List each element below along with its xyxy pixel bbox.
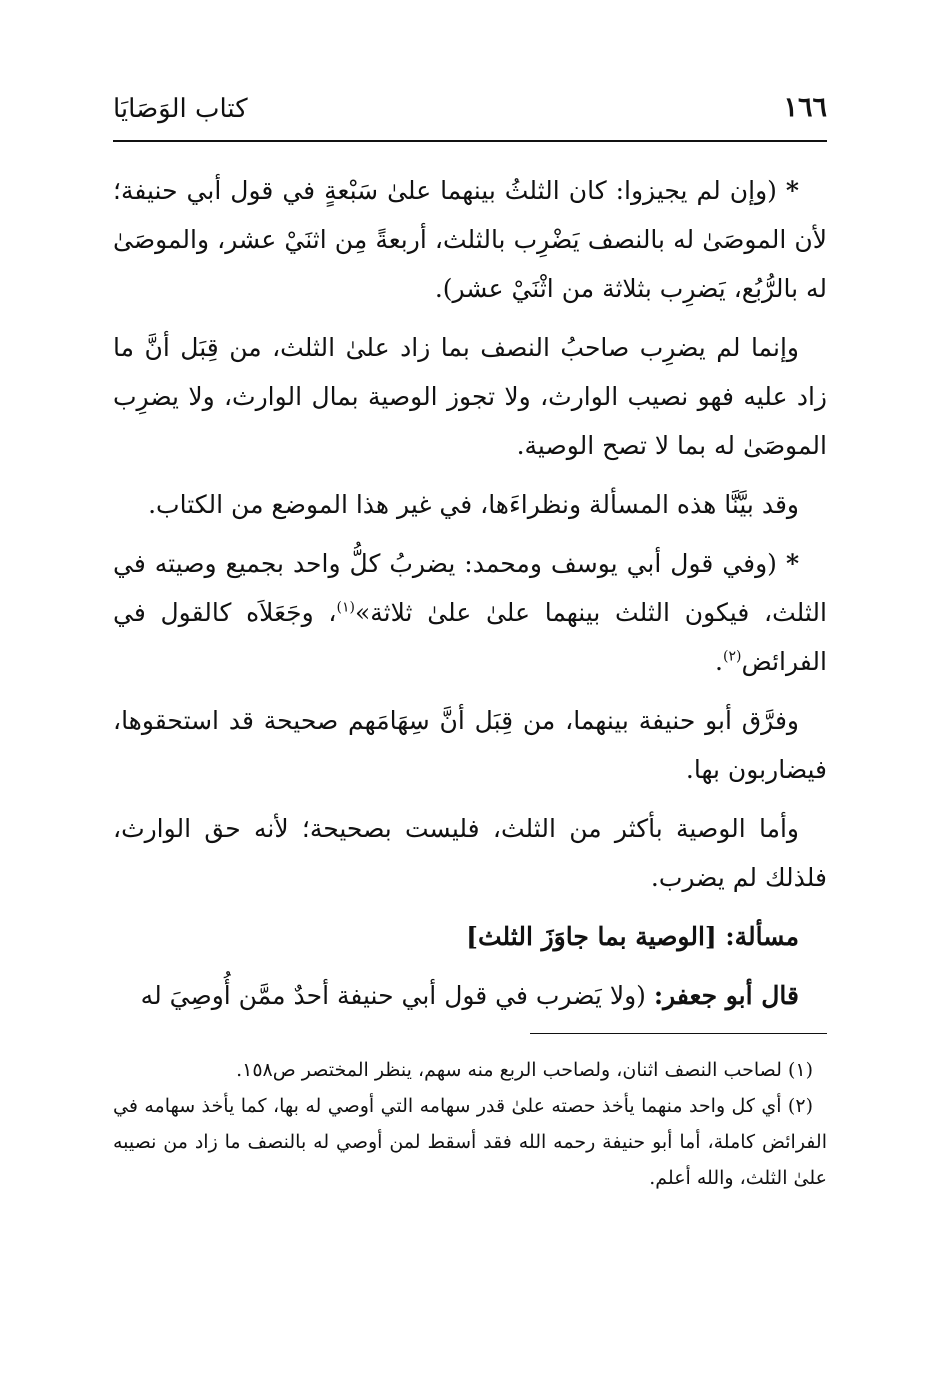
footnote-1: (١) لصاحب النصف اثنان، ولصاحب الربع منه سهم، ينظر المختصر ص١٥٨. xyxy=(236,1059,813,1081)
main-text xyxy=(113,166,827,1020)
footnote-2: (٢) أي كل واحد منهما يأخذ حصته علىٰ قدر سهامه التي أوصي له بها، كما يأخذ سهامه في الفرائض كاملة، أما أبو حنيفة رحمه الله فقد أسقط لمن أوصي له بالنصف ما زاد من نصيبه علىٰ الثلث، والله أعلم. xyxy=(113,1095,827,1189)
paragraph-1 xyxy=(113,166,827,313)
page-number: ١٦٦ xyxy=(783,92,827,123)
paragraph-8-text: (ولا يَضرب في قول أبي حنيفة أحدٌ ممَّن أُوصِيَ له xyxy=(140,981,654,1010)
paragraph-4 xyxy=(113,539,827,686)
asterisk-marker: * xyxy=(785,176,799,205)
paragraph-2: وإنما لم يضرِب صاحبُ النصف بما زاد علىٰ الثلث، من قِبَل أنَّ ما زاد عليه فهو نصيب الوارث، ولا تجوز الوصية بمال الوارث، ولا يضرِب الموصَىٰ له بما لا تصح الوصية. xyxy=(113,333,827,460)
paragraph-5: وفرَّق أبو حنيفة بينهما، من قِبَل أنَّ سِهَامَهم صحيحة قد استحقوها، فيضاربون بها. xyxy=(113,706,827,784)
paragraph-4-text-c: . xyxy=(715,647,723,676)
header-rule xyxy=(113,140,827,142)
footnote-ref-1: (١) xyxy=(336,599,355,616)
paragraph-4-text-a: (وفي قول أبي يوسف ومحمد: يضربُ كلُّ واحد بجميع وصيته في الثلث، فيكون الثلث بينهما علىٰ علىٰ ثلاثة» xyxy=(113,549,827,627)
paragraph-8 xyxy=(113,971,827,1020)
footnotes xyxy=(113,1052,827,1196)
paragraph-4-text-b: ، وجَعَلاَه كالقول في الفرائض xyxy=(113,598,827,676)
paragraph-6: وأما الوصية بأكثر من الثلث، فليست بصحيحة؛ لأنه حق الوارث، فلذلك لم يضرب. xyxy=(113,814,827,892)
running-title: كتاب الوَصَايَا xyxy=(113,94,248,124)
section-heading: مسألة: [الوصية بما جاوَزَ الثلث] xyxy=(466,922,799,951)
paragraph-3: وقد بيَّنَّا هذه المسألة ونظراءَها، في غير هذا الموضع من الكتاب. xyxy=(148,490,799,519)
footnote-rule xyxy=(530,1033,827,1034)
asterisk-marker: * xyxy=(785,549,800,578)
paragraph-1-text: (وإن لم يجيزوا: كان الثلثُ بينهما علىٰ سَبْعةٍ في قول أبي حنيفة؛ لأن الموصَىٰ له بالنصف يَضْرِب بالثلث، أربعةً مِن اثنَيْ عشر، والموصَىٰ له بالرُّبُع، يَضرِب بثلاثة من اثْنَيْ عشر). xyxy=(113,176,827,303)
speaker-lead: قال أبو جعفر: xyxy=(653,981,799,1010)
page-header xyxy=(113,92,827,132)
footnote-ref-2: (٢) xyxy=(722,648,742,665)
